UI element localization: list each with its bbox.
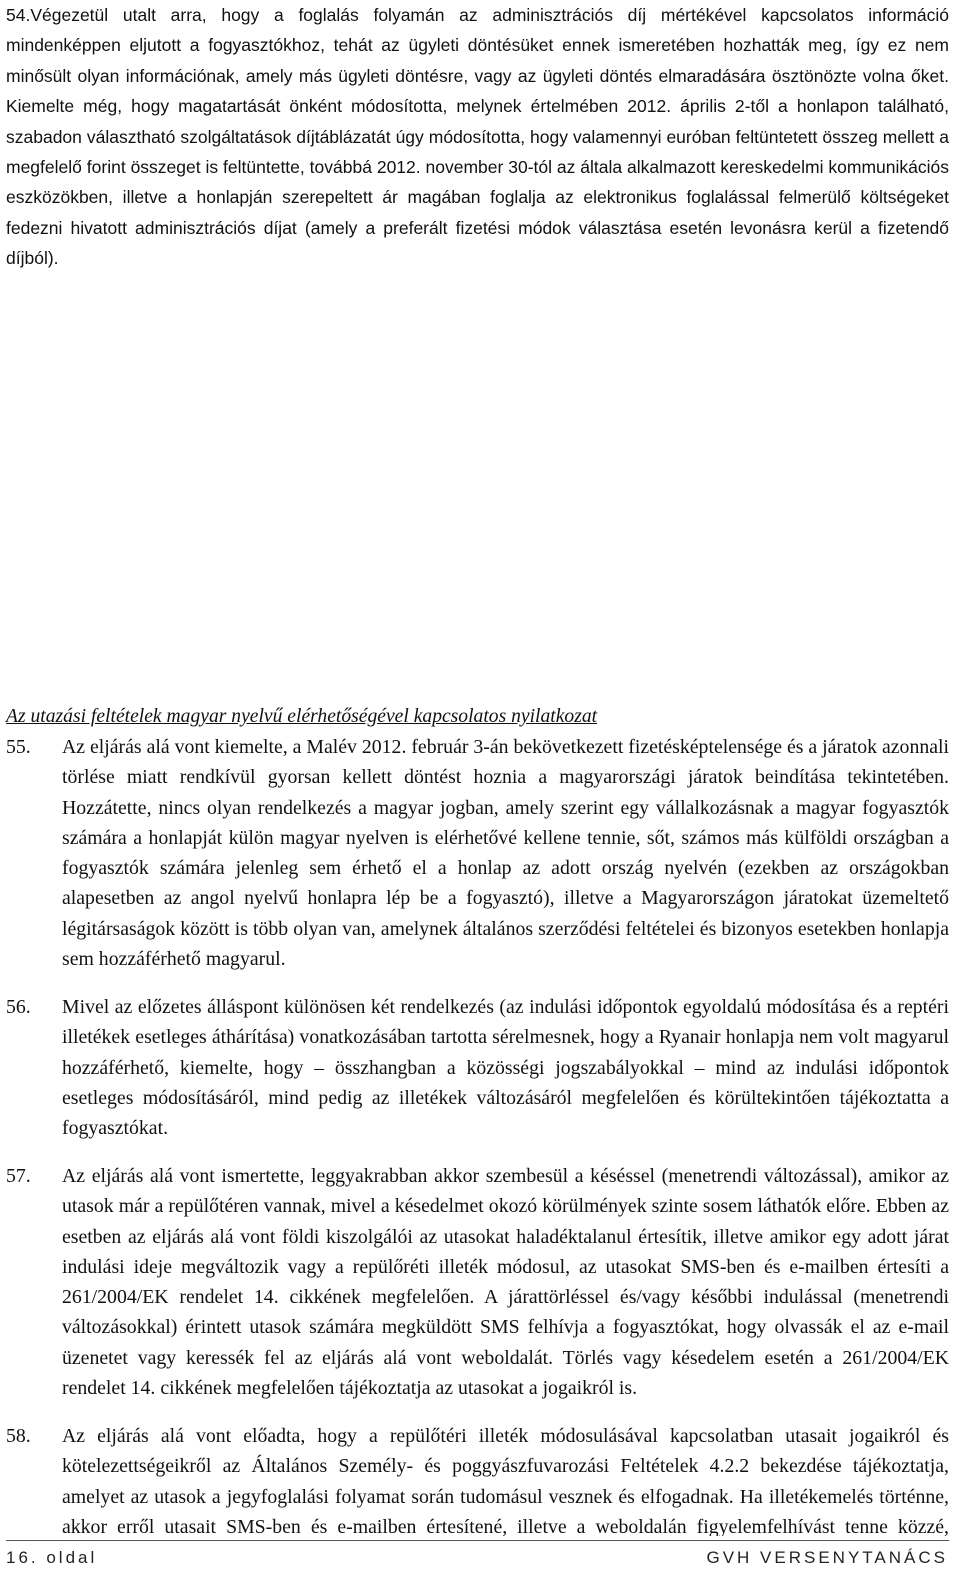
paragraph-number: 55. — [6, 736, 31, 758]
paragraph-58 — [6, 1421, 949, 1536]
paragraph-text: Végezetül utalt arra, hogy a foglalás folyamán az adminisztrációs díj mértékével kapcsolatos információ mindenképpen eljutott a fogyasztókhoz, tehát az ügyleti döntésüket ennek ismeretében hozhatták meg, így ez nem minősült olyan információnak, amely más ügyleti döntésre, vagy az ügyleti döntés elmaradására ösztönözte volna őket. Kiemelte még, hogy magatartását önként módosította, melynek értelmében 2012. április 2-től a honlapon található, szabadon választható szolgáltatások díjtáblázatát úgy módosította, hogy valamennyi euróban feltüntetett összeg mellett a megfelelő forint összeget is feltüntette, továbbá 2012. november 30-tól az általa alkalmazott kereskedelmi kommunikációs eszközökben, illetve a honlapján szerepeltett ár magában foglalja az elektronikus foglalással felmerülő költségeket fedezni hivatott adminisztrációs díjat (amely a preferált fizetési módok választása esetén levonásra kerül a fizetendő díjból). — [6, 5, 949, 269]
paragraph-number: 57. — [6, 1165, 31, 1187]
paragraph-text: Mivel az előzetes álláspont különösen két rendelkezés (az indulási időpontok egyoldalú módosítása és a reptéri illetékek esetleges áthárítása) vonatkozásában tartotta sérelmesnek, hogy a Ryanair honlapja nem volt magyarul hozzáférhető, kiemelte, hogy – összhangban a közösségi jogszabályokkal – mind az indulási időpontok esetleges módosításáról, mind pedig az illetékek változásáról megfelelően és körültekintően tájékoztatta a fogyasztókat. — [62, 996, 949, 1140]
paragraph-number: 56. — [6, 996, 31, 1018]
paragraph-text: Az eljárás alá vont ismertette, leggyakrabban akkor szembesül a késéssel (menetrendi változással), amikor az utasok már a repülőtéren vannak, mivel a késedelmet okozó körülmények szinte sosem láthatók előre. Ebben az esetben az eljárás alá vont földi kiszolgálói az utasokat haladéktalanul értesítik, illetve amikor egy adott járat indulási ideje megváltozik vagy a repülőréti illeték módosul, az utasokat SMS-ben és e-mailben értesíti a 261/2004/EK rendelet 14. cikkének megfelelően. A járattörléssel és/vagy későbbi indulással (menetrendi változásokkal) érintett utasok számára megküldött SMS felhívja a fogyasztókat, hogy olvassák el az e-mail üzenetet vagy keressék fel az eljárás alá vont weboldalát. Törlés vagy késedelem esetén a 261/2004/EK rendelet 14. cikkének megfelelően tájékoztatja az utasokat a jogaikról is. — [62, 1165, 949, 1400]
paragraph-text: Az eljárás alá vont előadta, hogy a repülőtéri illeték módosulásával kapcsolatban utasait jogaikról és kötelezettségeikről az Általános Személy- és poggyászfuvarozási Feltételek 4.2.2 bekezdése tájékoztatja, amelyet az utasok a jegyfoglalási folyamat során tudomásul vesznek és elfogadnak. Ha illetékemelés történne, akkor erről utasait SMS-ben és e-mailben értesítené, illetve a weboldalán figyelemfelhívást tenne közzé, — [62, 1425, 949, 1536]
footer-divider — [6, 1540, 949, 1541]
paragraph-56 — [6, 992, 949, 1143]
paragraph-57 — [6, 1161, 949, 1403]
paragraph-54 — [6, 0, 949, 274]
paragraph-number: 54. — [6, 5, 31, 25]
section-heading: Az utazási feltételek magyar nyelvű elérhetőségével kapcsolatos nyilatkozat — [6, 706, 598, 727]
paragraph-text: Az eljárás alá vont kiemelte, a Malév 2012. február 3-án bekövetkezett fizetésképtelensége és a járatok azonnali törlése miatt rendkívül gyorsan kellett döntést hoznia a magyarországi járatok beindítása tekintetében. Hozzátette, nincs olyan rendelkezés a magyar jogban, amely szerint egy vállalkozásnak a magyar fogyasztók számára a honlapját külön magyar nyelven is elérhetővé kellene tennie, sőt, számos más külföldi országban a fogyasztók számára jelenleg sem érhető el a honlap az adott ország nyelvén (ezekben az országokban alapesetben az angol nyelvű honlapra lép be a fogyasztó), illetve a Magyarországon járatokat üzemeltető légitársaságok között is több olyan van, amelynek általános szerződési feltételei és bizonyos esetekben honlapja sem hozzáférhető magyarul. — [62, 736, 949, 971]
footer-organization: GVH VERSENYTANÁCS — [706, 1548, 948, 1567]
page-number: 16. oldal — [6, 1548, 98, 1567]
paragraph-55 — [6, 732, 949, 974]
paragraph-number: 58. — [6, 1425, 31, 1447]
